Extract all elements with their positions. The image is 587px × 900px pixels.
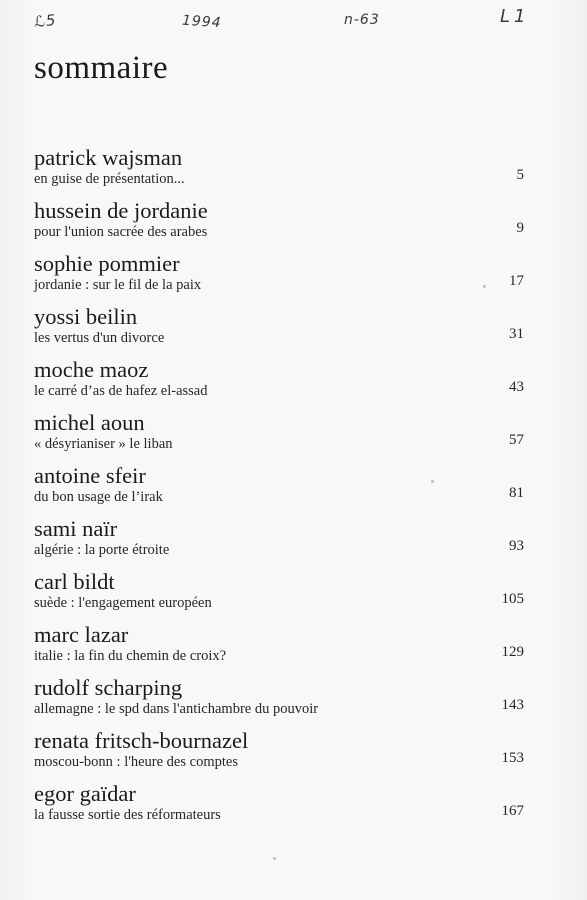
toc-page-number: 167	[501, 803, 524, 819]
toc-subtitle: en guise de présentation...	[34, 171, 185, 187]
toc-page-number: 9	[516, 220, 524, 236]
toc-author: antoine sfeir	[34, 463, 146, 488]
handwritten-note: n-63	[344, 12, 380, 28]
toc-entry[interactable]	[34, 198, 524, 242]
toc-subtitle: « désyrianiser » le liban	[34, 436, 173, 452]
toc-author: egor gaïdar	[34, 781, 136, 806]
toc-subtitle: algérie : la porte étroite	[34, 542, 170, 558]
toc-entry[interactable]	[34, 145, 524, 189]
toc-author: michel aoun	[34, 410, 145, 435]
toc-subtitle: moscou-bonn : l'heure des comptes	[34, 754, 238, 770]
toc-author: rudolf scharping	[34, 675, 183, 700]
toc-entry[interactable]	[34, 357, 524, 401]
toc-subtitle: du bon usage de l’irak	[34, 489, 163, 505]
paper-speck	[273, 857, 276, 860]
toc-author: sami naïr	[34, 516, 118, 541]
toc-entry[interactable]	[34, 781, 524, 825]
handwritten-note: ℒ5	[33, 10, 58, 32]
toc-entry[interactable]	[34, 569, 524, 613]
toc-page-number: 153	[501, 750, 524, 766]
toc-page-number: 31	[509, 326, 524, 342]
toc-page-number: 81	[509, 485, 524, 501]
toc-page-number: 129	[501, 644, 524, 660]
toc-page-number: 93	[509, 538, 524, 554]
handwritten-note: 1994	[181, 12, 223, 32]
toc-subtitle: le carré d’as de hafez el-assad	[34, 383, 208, 399]
toc-page-number: 105	[501, 591, 524, 607]
toc-subtitle: les vertus d'un divorce	[34, 330, 165, 346]
toc-subtitle: italie : la fin du chemin de croix?	[34, 648, 227, 664]
toc-entry[interactable]	[34, 304, 524, 348]
toc-entry[interactable]	[34, 675, 524, 719]
toc-entry[interactable]	[34, 463, 524, 507]
paper-speck	[483, 285, 486, 288]
toc-page-number: 5	[516, 167, 524, 183]
toc-entry[interactable]	[34, 728, 524, 772]
toc-author: yossi beilin	[34, 304, 138, 329]
toc-entry[interactable]	[34, 410, 524, 454]
toc-author: renata fritsch-bournazel	[34, 728, 249, 753]
toc-author: hussein de jordanie	[34, 198, 208, 223]
toc-author: patrick wajsman	[34, 145, 183, 170]
toc-page-number: 17	[509, 273, 524, 289]
toc-author: carl bildt	[34, 569, 115, 594]
toc-page-number: 57	[509, 432, 524, 448]
toc-subtitle: pour l'union sacrée des arabes	[34, 224, 208, 240]
toc-page-number: 143	[501, 697, 524, 713]
toc-author: moche maoz	[34, 357, 149, 382]
page-title: sommaire	[34, 50, 169, 86]
toc-subtitle: suède : l'engagement européen	[34, 595, 212, 611]
toc-subtitle: jordanie : sur le fil de la paix	[34, 277, 202, 293]
toc-entry[interactable]	[34, 251, 524, 295]
toc-subtitle: allemagne : le spd dans l'antichambre du pouvoir	[34, 701, 319, 717]
toc-subtitle: la fausse sortie des réformateurs	[34, 807, 221, 823]
paper-speck	[431, 480, 434, 483]
toc-entry[interactable]	[34, 516, 524, 560]
toc-page-number: 43	[509, 379, 524, 395]
toc-author: sophie pommier	[34, 251, 180, 276]
toc-entry[interactable]	[34, 622, 524, 666]
handwritten-note: L1	[500, 6, 530, 27]
toc-author: marc lazar	[34, 622, 129, 647]
